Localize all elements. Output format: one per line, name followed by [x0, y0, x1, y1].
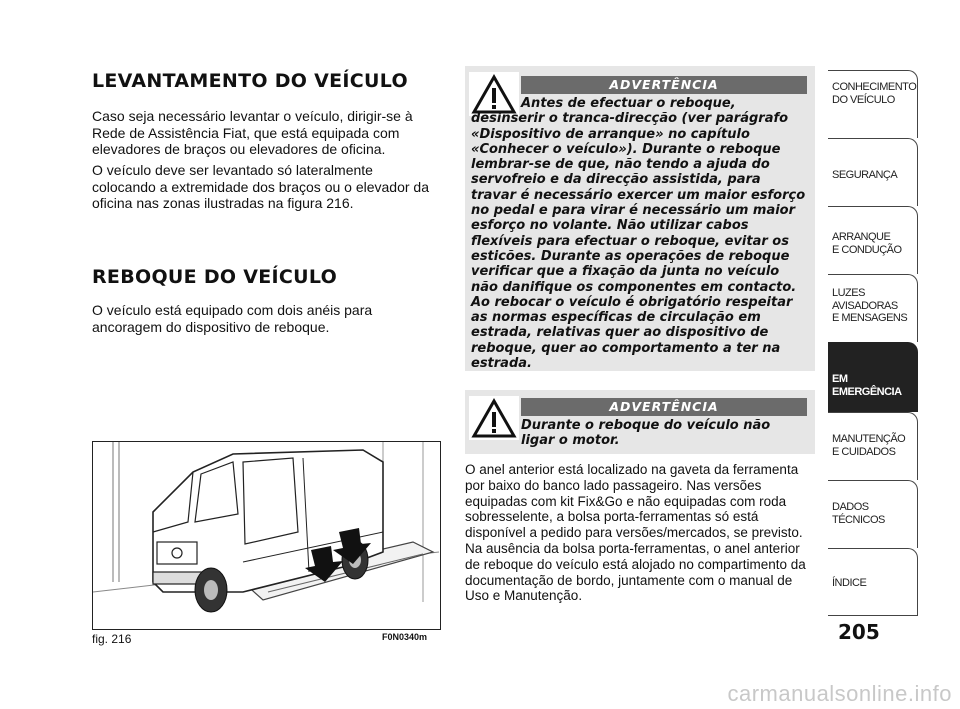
- towing-paragraph-1: O veículo está equipado com dois anéis para ancoragem do dispositivo de reboque.: [92, 302, 373, 335]
- nav-tab-label: MANUTENÇÃO: [832, 433, 906, 445]
- nav-tab-label: ARRANQUE: [832, 231, 891, 243]
- nav-tab-arranque[interactable]: [828, 206, 918, 274]
- warning-box-1: [465, 66, 815, 371]
- nav-tab-label: SEGURANÇA: [832, 169, 898, 181]
- lifting-paragraph-1: Caso seja necessário levantar o veículo, dirigir-se à Rede de Assistência Fiat, que está equipada com elevadores de braços ou elevadores de oficina.: [92, 108, 413, 158]
- warning-title-2: ADVERTÊNCIA: [521, 398, 807, 416]
- nav-tab-label: E CONDUÇÃO: [832, 243, 902, 256]
- nav-tab-label: EM EMERGÊNCIA: [832, 373, 902, 398]
- section-title-towing: REBOQUE DO VEÍCULO: [92, 266, 338, 288]
- nav-tab-manutencao[interactable]: [828, 412, 918, 480]
- warning-box-2: [465, 390, 815, 454]
- nav-tab-label: CONHECIMENTO: [832, 81, 917, 93]
- nav-tab-conhecimento[interactable]: [828, 70, 918, 138]
- nav-tab-emergencia[interactable]: [828, 342, 918, 412]
- nav-tab-label: LUZES: [832, 287, 865, 299]
- nav-tab-luzes[interactable]: [828, 274, 918, 342]
- lifting-paragraph-2: O veículo deve ser levantado só lateralmente colocando a extremidade dos braços ou o elevador da oficina nas zonas ilustradas na figura 216.: [92, 162, 429, 212]
- nav-tab-label: DO VEÍCULO: [832, 93, 895, 106]
- nav-tab-label: E MENSAGENS: [832, 312, 908, 324]
- warning-triangle-icon: [469, 396, 519, 440]
- nav-tab-label: TÉCNICOS: [832, 513, 885, 526]
- nav-tab-label: AVISADORAS: [832, 299, 898, 312]
- figure-label: fig. 216: [92, 632, 132, 646]
- section-title-lifting: LEVANTAMENTO DO VEÍCULO: [92, 70, 408, 92]
- nav-tab-indice[interactable]: [828, 548, 918, 616]
- van-illustration: [93, 442, 439, 628]
- nav-tab-label: E CUIDADOS: [832, 445, 896, 458]
- nav-tab-label: ÍNDICE: [832, 577, 867, 589]
- nav-tab-label: DADOS: [832, 501, 869, 513]
- figure-code: F0N0340m: [382, 632, 428, 642]
- nav-tab-dados[interactable]: [828, 480, 918, 548]
- tow-ring-location-text: O anel anterior está localizado na gaveta da ferramenta por baixo do banco lado passageiro. Nas versões equipadas com kit Fix&Go e não equipadas com roda sobresselente, a bolsa porta-ferramentas só está disponível a pedido para versões/mercados, se previsto. Na ausência da bolsa porta-ferramentas, o anel anterior de reboque do veículo está alojado no compartimento da documentação de bordo, juntamente com o manual de Uso e Manutenção.: [465, 462, 806, 604]
- warning-title-1: ADVERTÊNCIA: [521, 76, 807, 94]
- watermark: carmanualsonline.info: [727, 681, 952, 706]
- page-number: 205: [838, 620, 880, 644]
- warning-text-2: Durante o reboque do veículo não ligar o motor.: [521, 418, 771, 449]
- figure-van-lift-points: [92, 441, 441, 630]
- warning-text-1: Antes de efectuar o reboque, desinserir o tranca-direcção (ver parágrafo «Dispositivo de arranque» no capítulo «Conhecer o veículo»). Durante o reboque lembrar-se de que, não tendo a ajuda do servofreio e da direcção assistida, para travar é necessário exercer um maior esforço no pedal e para virar é necessário um maior esforço no volante. Não utilizar cabos flexíveis para efectuar o reboque, evitar os esticões. Durante as operações de reboque verificar que a fixação da junta no veículo não danifique os componentes em contacto. Ao rebocar o veículo é obrigatório respeitar as normas específicas de circulação em estrada, relativas quer ao dispositivo de reboque, quer ao comportamento a ter na estrada.: [471, 96, 806, 372]
- nav-tab-seguranca[interactable]: [828, 138, 918, 206]
